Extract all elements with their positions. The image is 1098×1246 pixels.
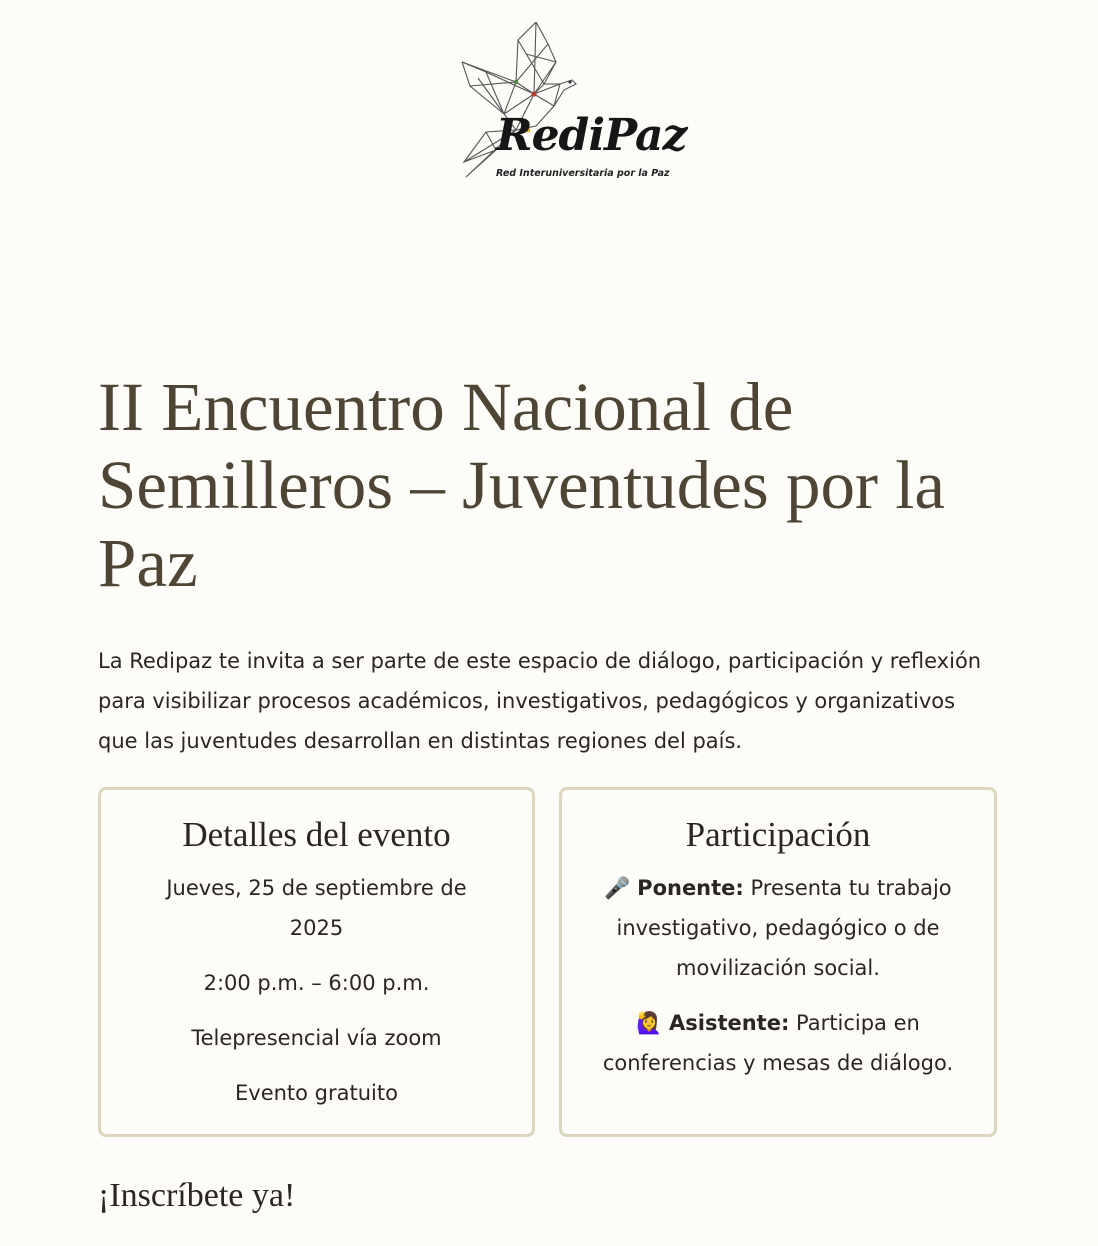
speaker-item (562, 868, 994, 988)
attendee-text: Participa en conferencias y mesas de diálogo. (602, 1011, 954, 1075)
event-details-heading: Detalles del evento (182, 815, 451, 854)
event-mode: Telepresencial vía zoom (191, 1026, 442, 1050)
speaker-label: Ponente: (637, 876, 744, 900)
attendee-label: Asistente: (669, 1011, 790, 1035)
participation-card (559, 787, 997, 1137)
raised-hand-person-icon: 🙋‍♀️ (636, 1011, 663, 1035)
dove-network-icon (456, 22, 661, 187)
page-title: II Encuentro Nacional de Semilleros – Juventudes por la Paz (98, 369, 946, 601)
attendee-item (562, 1003, 994, 1083)
event-date: Jueves, 25 de septiembre de 2025 (166, 876, 467, 940)
intro-paragraph: La Redipaz te invita a ser parte de este espacio de diálogo, participación y reflexión para visibilizar procesos académicos, investigativos, pedagógicos y organizativos que las juventudes desarrollan en distintas regiones del país. (98, 649, 982, 753)
redipaz-logo (456, 22, 687, 187)
participation-heading: Participación (685, 815, 871, 854)
microphone-icon: 🎤 (604, 876, 631, 900)
event-time: 2:00 p.m. – 6:00 p.m. (203, 971, 430, 995)
event-details-card (98, 787, 535, 1137)
register-heading: ¡Inscríbete ya! (98, 1177, 296, 1214)
event-cost: Evento gratuito (235, 1081, 398, 1105)
logo-tagline: Red Interuniversitaria por la Paz (496, 168, 670, 179)
speaker-text: Presenta tu trabajo investigativo, pedagógico o de movilización social. (616, 876, 952, 980)
logo-wordmark: RediPaz (496, 110, 687, 161)
